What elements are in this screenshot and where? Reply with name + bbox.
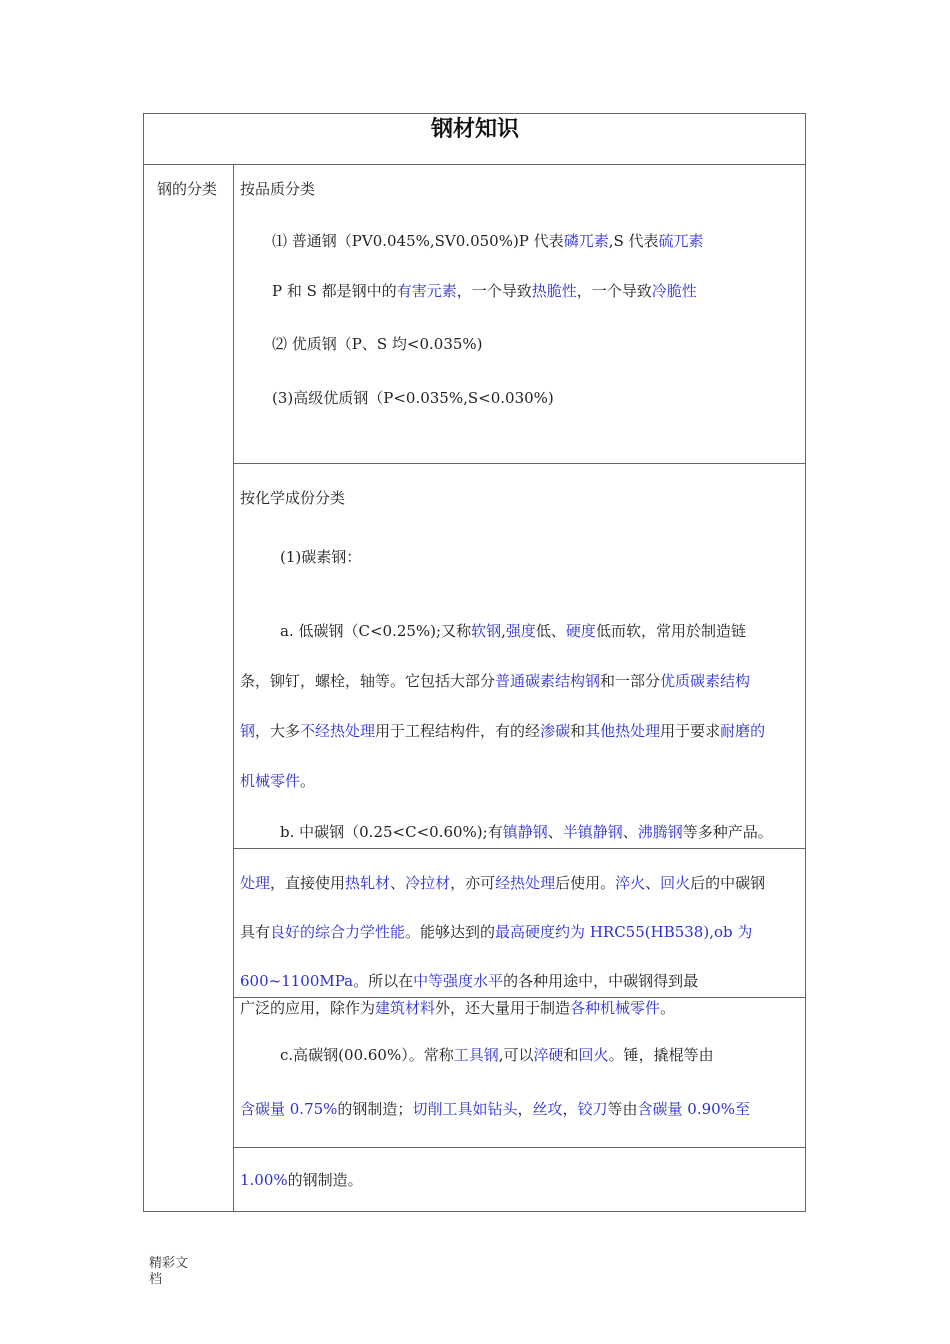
row-divider-2 — [233, 848, 806, 849]
highlight: 工具钢 — [453, 1046, 499, 1064]
text: ，大多 — [255, 722, 301, 740]
text: 。所以在 — [353, 972, 414, 990]
text: 等由 — [607, 1100, 638, 1118]
highlight: 含碳量 0.90%至 — [637, 1100, 750, 1118]
row-divider-3 — [233, 997, 806, 998]
highlight: 淬火 — [615, 874, 646, 892]
text: 用于工程结构件，有的经 — [375, 722, 541, 740]
highlight: 中等强度水平 — [413, 972, 504, 990]
highlight: 丝攻 — [532, 1100, 563, 1118]
text: 外，还大量用于制造 — [435, 999, 571, 1017]
text: ， — [562, 1100, 578, 1118]
carbon-steel-heading: (1)碳素钢： — [280, 548, 362, 566]
low-carbon-line-1 — [280, 622, 746, 640]
page-title: 钢材知识 — [430, 117, 519, 142]
highlight: 硬度 — [565, 622, 596, 640]
highlight: 经热处理 — [495, 874, 556, 892]
medium-carbon-cont-4 — [240, 999, 675, 1017]
text: 的各种用途中，中碳钢得到最 — [503, 972, 699, 990]
text: ，一个导致 — [576, 282, 652, 300]
highlight: 含碳量 0.75% — [240, 1100, 338, 1118]
text: 后使用。 — [555, 874, 616, 892]
text: 的钢制造。 — [287, 1171, 363, 1189]
text: , — [501, 622, 506, 640]
text: 后的中碳钢 — [690, 874, 766, 892]
text: ，一个导致 — [456, 282, 532, 300]
quality-item-2: ⑵ 优质钢（P、S 均<0.035%) — [272, 335, 483, 353]
highlight: 回火 — [660, 874, 691, 892]
high-carbon-line-1 — [280, 1046, 714, 1064]
text: P 和 S 都是钢中的 — [272, 282, 397, 300]
highlight: 不经热处理 — [300, 722, 376, 740]
highlight: 强度 — [505, 622, 536, 640]
text: 的钢制造； — [337, 1100, 413, 1118]
highlight: 良好的综合力学性能 — [270, 923, 406, 941]
low-carbon-line-2 — [240, 672, 750, 690]
text: 、 — [622, 823, 638, 841]
chem-heading: 按化学成份分类 — [240, 489, 346, 507]
medium-carbon-cont-2 — [240, 923, 752, 941]
text: 、 — [390, 874, 406, 892]
text: 。 — [660, 999, 676, 1017]
quality-heading: 按品质分类 — [240, 180, 316, 198]
medium-carbon-line — [280, 823, 773, 841]
high-carbon-line-3 — [240, 1171, 363, 1189]
highlight: 各种机械零件 — [570, 999, 661, 1017]
highlight: 热轧材 — [345, 874, 391, 892]
medium-carbon-cont-3 — [240, 972, 698, 990]
text: a. 低碳钢（C<0.25%);又称 — [280, 622, 472, 640]
low-carbon-line-4 — [240, 772, 315, 790]
text: 具有 — [240, 923, 271, 941]
highlight: 热脆性 — [531, 282, 577, 300]
highlight: 半镇静钢 — [562, 823, 623, 841]
highlight: 耐磨的 — [720, 722, 766, 740]
highlight: 普通碳素结构钢 — [495, 672, 601, 690]
table-border-right — [805, 113, 806, 1212]
highlight: 1.00% — [240, 1171, 288, 1189]
footer-text — [149, 1256, 188, 1288]
medium-carbon-cont-1 — [240, 874, 765, 892]
text: 、 — [645, 874, 661, 892]
highlight: 冷拉材 — [405, 874, 451, 892]
highlight: 硫兀素 — [658, 232, 704, 250]
text: ， — [517, 1100, 533, 1118]
text: ，亦可 — [450, 874, 496, 892]
footer-line-2: 档 — [149, 1272, 163, 1287]
text: c.高碳钢(00.60%）。常称 — [280, 1046, 454, 1064]
text: 等多种产品。 — [682, 823, 773, 841]
highlight: 有害元素 — [396, 282, 457, 300]
low-carbon-line-3 — [240, 722, 765, 740]
highlight: 600~1100MPa — [240, 972, 354, 990]
footer-line-1: 精彩文 — [149, 1256, 189, 1271]
table-border-bottom — [143, 1211, 806, 1212]
text: ,可以 — [498, 1046, 534, 1064]
highlight: 钢 — [240, 722, 256, 740]
highlight: 磷兀素 — [563, 232, 609, 250]
highlight: 铰刀 — [577, 1100, 608, 1118]
text: 、 — [547, 823, 563, 841]
highlight: 切削工具如钻头 — [412, 1100, 518, 1118]
text: 和 — [563, 1046, 579, 1064]
text: 。 — [300, 772, 316, 790]
text: 低而软，常用於制造链 — [595, 622, 746, 640]
quality-item-3: (3)高级优质钢（P<0.035%,S<0.030%) — [272, 389, 554, 407]
highlight: 优质碳素结构 — [660, 672, 751, 690]
row-divider-1 — [233, 463, 806, 464]
highlight: 处理 — [240, 874, 271, 892]
text: 广泛的应用，除作为 — [240, 999, 376, 1017]
text: 和 — [570, 722, 586, 740]
text: 用于要求 — [660, 722, 721, 740]
highlight: 最高硬度约为 HRC55(HB538),ob 为 — [495, 923, 753, 941]
text: 和一部分 — [600, 672, 661, 690]
highlight: 镇静钢 — [502, 823, 548, 841]
highlight: 渗碳 — [540, 722, 571, 740]
text: b. 中碳钢（0.25<C<0.60%);有 — [280, 823, 503, 841]
highlight: 冷脆性 — [651, 282, 697, 300]
highlight: 建筑材料 — [375, 999, 436, 1017]
category-label: 钢的分类 — [157, 180, 218, 198]
title-row-divider — [143, 164, 806, 165]
highlight: 软钢 — [471, 622, 502, 640]
high-carbon-line-2 — [240, 1100, 750, 1118]
highlight: 其他热处理 — [585, 722, 661, 740]
highlight: 机械零件 — [240, 772, 301, 790]
text: 。锤，撬棍等由 — [608, 1046, 714, 1064]
text: 条，铆钉，螺栓，轴等。它包括大部分 — [240, 672, 496, 690]
quality-note — [272, 282, 697, 300]
highlight: 沸腾钢 — [637, 823, 683, 841]
highlight: 淬硬 — [533, 1046, 564, 1064]
row-divider-4 — [233, 1147, 806, 1148]
highlight: 回火 — [578, 1046, 609, 1064]
table-border-top — [143, 113, 806, 114]
text: ，直接使用 — [270, 874, 346, 892]
text: ,S 代表 — [608, 232, 659, 250]
quality-item-1 — [272, 232, 704, 250]
text: ⑴ 普通钢（PV0.045%,SV0.050%)P 代表 — [272, 232, 564, 250]
text: 。能够达到的 — [405, 923, 496, 941]
column-divider — [233, 164, 234, 1212]
table-border-left — [143, 113, 144, 1212]
text: 低、 — [535, 622, 566, 640]
